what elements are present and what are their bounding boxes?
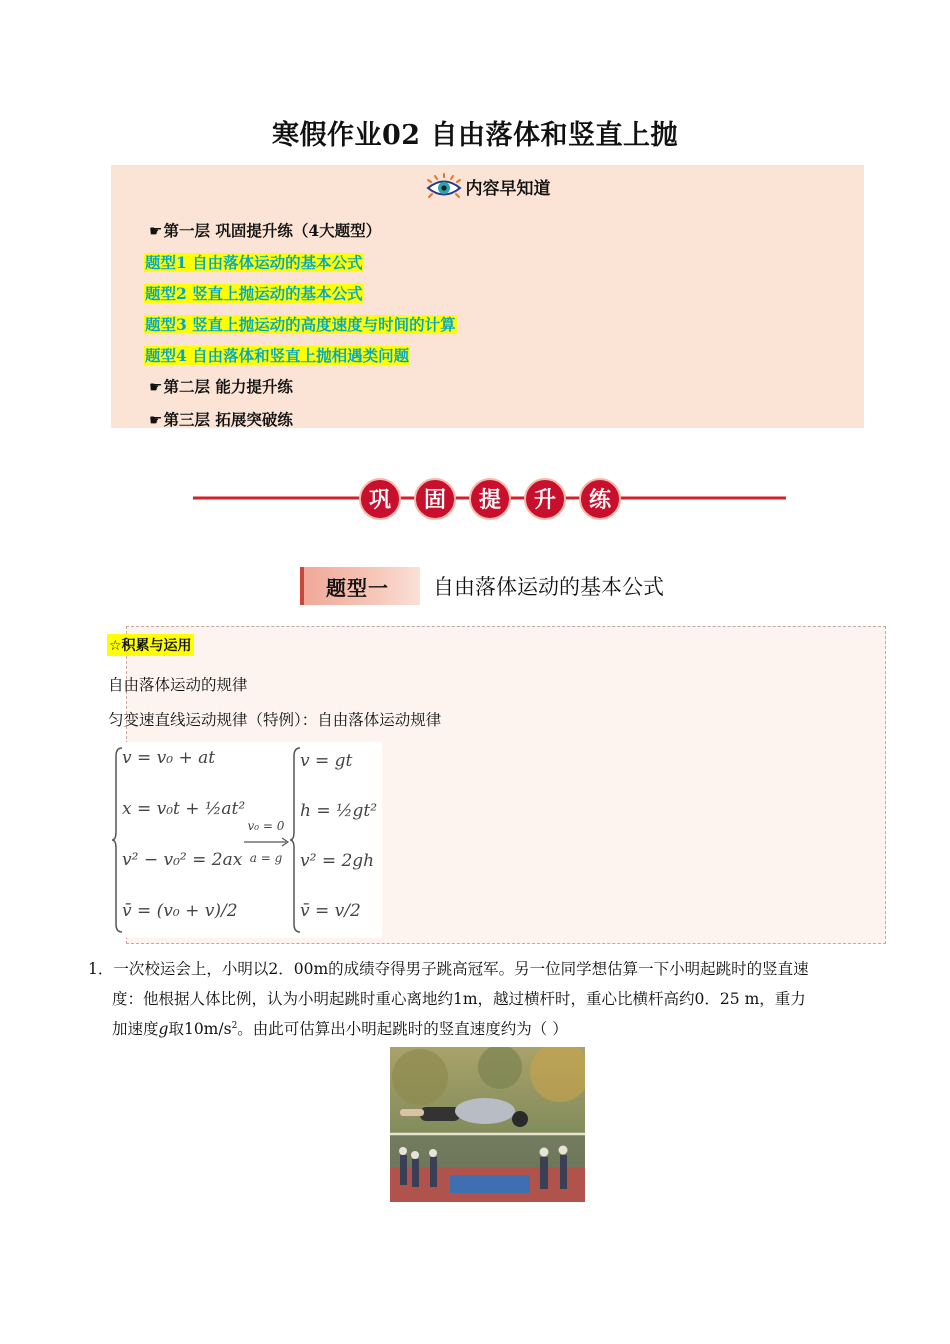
section-header	[300, 566, 664, 606]
section-banner	[193, 478, 786, 520]
svg-text:固: 固	[423, 488, 447, 513]
toc-type-2[interactable]: 题型2 竖直上抛运动的基本公式	[145, 284, 363, 303]
svg-text:提: 提	[478, 488, 502, 513]
eye-icon	[425, 173, 463, 199]
svg-text:练: 练	[588, 488, 612, 513]
section-tag: 题型一	[300, 567, 420, 605]
formula-left-2: x = v₀t + ½at²	[122, 799, 246, 819]
banner-char-2	[415, 479, 455, 519]
toc-heading-text: 内容早知道	[465, 178, 551, 199]
formula-right-1: v = gt	[300, 751, 353, 771]
rule-line-1: 自由落体运动的规律	[108, 676, 248, 694]
question-1-line-2: 度：他根据人体比例，认为小明起跳时重心离地约1m，越过横杆时，重心比横杆高约0．25 m，重力	[112, 990, 806, 1008]
pointing-hand-icon: ☛	[149, 378, 163, 396]
toc-layer2[interactable]: ☛第二层 能力提升练	[149, 377, 293, 396]
toc-layer1[interactable]: ☛第一层 巩固提升练（4大题型）	[149, 221, 382, 240]
accumulate-label: ☆积累与运用	[107, 634, 194, 656]
high-jump-photo	[390, 1047, 585, 1202]
arrow-condition-top: v₀ = 0	[247, 819, 285, 833]
toc-layer3[interactable]: ☛第三层 拓展突破练	[149, 410, 293, 429]
question-number: 1．	[88, 960, 114, 978]
toc-type-3[interactable]: 题型3 竖直上抛运动的高度速度与时间的计算	[145, 315, 456, 334]
page-title: 寒假作业02 自由落体和竖直上抛	[272, 120, 678, 151]
banner-char-5	[580, 479, 620, 519]
formula-right-3: v² = 2gh	[300, 851, 375, 871]
arrow-condition-bottom: a = g	[249, 851, 283, 865]
banner-char-4	[525, 479, 565, 519]
svg-text:升: 升	[533, 488, 557, 513]
toc-heading	[111, 173, 864, 199]
toc-box	[111, 165, 864, 428]
formula-right-2: h = ½gt²	[300, 801, 378, 821]
rule-line-2: 匀变速直线运动规律（特例）：自由落体运动规律	[108, 711, 442, 729]
pointing-hand-icon: ☛	[149, 222, 163, 240]
formula-image	[110, 742, 382, 938]
toc-type-1[interactable]: 题型1 自由落体运动的基本公式	[145, 253, 363, 272]
question-1-line-3: 加速度g取$10m/s^2$。由此可估算出小明起跳时的竖直速度约为（ ）	[112, 1020, 568, 1038]
section-title: 自由落体运动的基本公式	[433, 575, 664, 599]
banner-char-1	[360, 479, 400, 519]
formula-right-4: v̄ = v/2	[300, 901, 361, 921]
formula-left-1: v = v₀ + at	[122, 748, 216, 768]
formula-left-3: v² − v₀² = 2ax	[122, 850, 243, 870]
toc-type-4[interactable]: 题型4 自由落体和竖直上抛相遇类问题	[145, 346, 410, 365]
banner-char-3	[470, 479, 510, 519]
question-1-line-1: 1．一次校运会上，小明以2．00m的成绩夺得男子跳高冠军。另一位同学想估算一下小明起跳时的竖直速	[88, 960, 809, 978]
formula-left-4: v̄ = (v₀ + v)/2	[122, 901, 238, 921]
svg-text:巩: 巩	[368, 488, 392, 513]
pointing-hand-icon: ☛	[149, 411, 163, 429]
